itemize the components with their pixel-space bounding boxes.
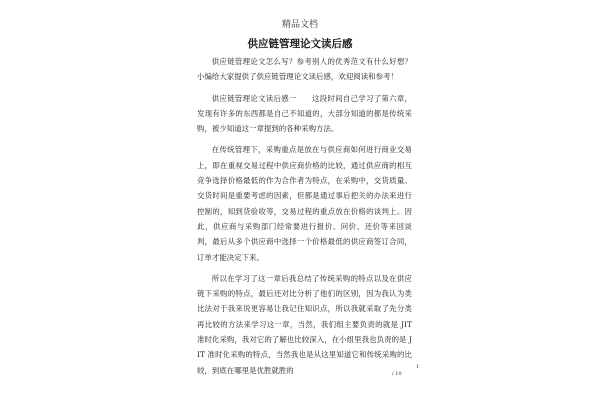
paragraph-intro: 供应链管理论文怎么写？参考别人的优秀范文有什么好想？小编给大家提供了供应链管理论文读后感，欢迎阅读和参考！ (197, 57, 412, 82)
paragraph-reflection-one: 供应链管理论文读后感一 这段时间自己学习了第六章，发现有许多的东西都是自己不知道的，大部分知道的都是传统采购，被少知道这一章提到的各种采购方法。 (197, 93, 412, 134)
page-number: / 10 (392, 371, 402, 377)
paragraph-traditional-purchasing: 在传统管理下，采购重点是放在与供应商如何进行商业交易上，即在重视交易过程中供应商价格的比较，通过供应商的相互竞争选择价格最低的作为合作者为特点，在采购中，交货质量、交货时间是重要考虑的因素，但都是通过事后把关的办法来进行控制的，知到货验收等，交易过程的重点放在价格的谈判上。因此，供应商与采购部门经常要进行报价、问价、还价等来回谈判，最后从多个供应商中选择一个价格最低的供应商签订合同，订单才能决定下来。 (197, 145, 412, 262)
document-title: 供应链管理论文读后感 (247, 38, 353, 50)
side-page-number: 1 (416, 364, 420, 370)
paragraph-chapter-summary: 所以在学习了这一章后我总结了传统采购的特点以及在供应链下采购的特点，最后还对比分析了他们的区别，因为我认为类比法对于我来说更容易让我记住知识点，所以我就采取了先分类再比较的方法来学习这一章，当然，我们组主要负责的就是 JIT 准时化采购，我对它的了解也比较深入，在小组里我也负责的是 JIT 准时化采购的特点，当然我也是从这里知道它和传统采购的比较，到底在哪里是优胜就胜的 (197, 273, 412, 375)
document-body (197, 54, 412, 378)
page-header: 精品文档 (281, 20, 318, 30)
